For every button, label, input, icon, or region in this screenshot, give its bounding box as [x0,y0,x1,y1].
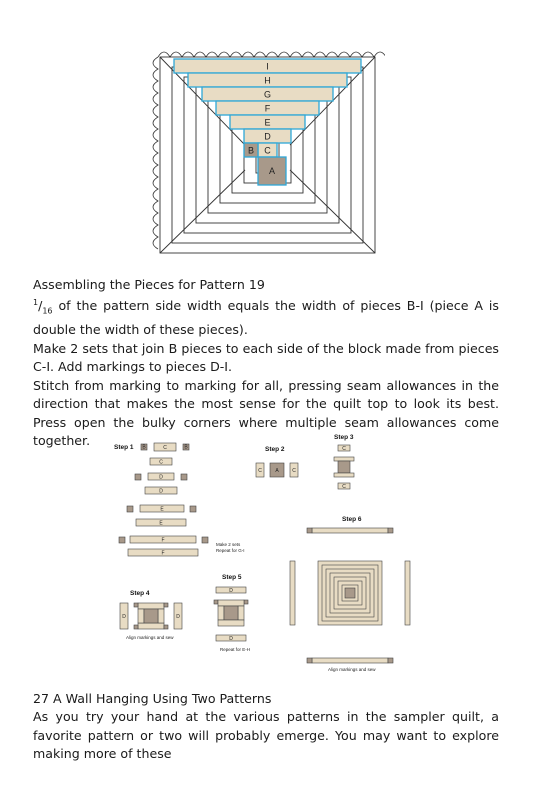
svg-text:C: C [163,445,167,451]
steps-diagram [110,425,430,680]
fraction-numerator: 1 [33,298,39,307]
paragraph-wall-hanging: As you try your hand at the various patterns in the sampler quilt, a favorite pattern or two will probably emerge. You may want to explore making more of these [33,709,499,761]
step2-pieces [256,463,298,477]
step5-pieces [214,587,248,642]
svg-text:D: D [159,488,163,495]
svg-text:E: E [160,506,164,513]
step1-pieces [119,443,208,557]
repeat-g-i-note: Repeat for G-I [216,548,245,553]
step6-center [345,588,355,598]
scalloped-edge [158,52,385,57]
svg-text:B: B [184,444,188,451]
svg-text:F: F [161,550,165,557]
paragraph-make-sets: Make 2 sets that join B pieces to each side of the block made from pieces C-I. Add markings to pieces D-I. [33,340,499,375]
step6-corner [307,528,312,533]
step4-pieces [120,603,182,629]
svg-text:D: D [229,636,233,642]
fraction-denominator: 16 [42,306,53,316]
make-2-sets-note: Make 2 sets [216,542,241,547]
section-title-pattern-19: Assembling the Pieces for Pattern 19 [33,277,265,292]
step6-right-bar [405,561,410,625]
step2-label: Step 2 [265,446,285,453]
strip-label-I: I [266,61,269,72]
svg-text:B: B [142,444,146,451]
step6-top-bar [312,528,388,533]
step3-pieces [334,445,354,490]
wall-hanging-text [33,708,499,764]
paragraph-width-text: of the pattern side width equals the width of pieces B-I (piece A is double the width of these pieces). [33,298,499,338]
align-sew-note: Align markings and sew [126,635,174,640]
step6-pieces [290,528,410,663]
svg-text:C: C [258,468,262,474]
strip-label-G: G [263,89,272,100]
step3-label: Step 3 [334,434,354,441]
scalloped-edge-left [153,57,158,249]
strip-label-D: D [264,131,271,142]
step5-label: Step 5 [222,574,242,581]
repeat-e-h-note: Repeat for E-H [220,647,251,652]
step1-label: Step 1 [114,444,134,451]
svg-text:C: C [159,459,163,466]
step4-label: Step 4 [130,590,150,597]
align-sew6-note: Align markings and sew [328,667,376,672]
step6-corner [307,658,312,663]
section-title-wall-hanging: 27 A Wall Hanging Using Two Patterns [33,691,272,706]
svg-text:D: D [176,614,180,620]
svg-text:D: D [122,614,126,620]
corner-seam [290,170,375,253]
step6-corner [388,658,393,663]
svg-text:E: E [159,520,163,527]
step6-bottom-bar [312,658,388,663]
svg-text:F: F [161,537,165,544]
svg-text:C: C [342,446,346,452]
svg-text:A: A [275,468,279,474]
strip-label-C: C [264,145,271,156]
strip-label-F: F [264,103,271,114]
block-diagram [150,45,385,260]
svg-text:C: C [342,484,346,490]
svg-text:D: D [229,588,233,594]
strip-label-E: E [264,117,271,128]
corner-seam [160,170,245,253]
strip-label-H: H [264,75,271,86]
piece-label-A: A [268,166,276,176]
piece-label-B: B [247,145,255,156]
step6-label: Step 6 [342,516,362,523]
paragraph-width: $^1/_{16}$ of the pattern side width equals the width of pieces B-I (piece A is double the width of these pieces). [33,298,499,338]
step6-left-bar [290,561,295,625]
svg-text:C: C [292,468,296,474]
svg-text:D: D [159,474,163,481]
step6-corner [388,528,393,533]
paragraph-stitch: Stitch from marking to marking for all, pressing seam allowances in the direction that makes the most sense for the quilt top to look its best. Press open the bulky corners where multiple seam allowances come together. [33,377,499,449]
